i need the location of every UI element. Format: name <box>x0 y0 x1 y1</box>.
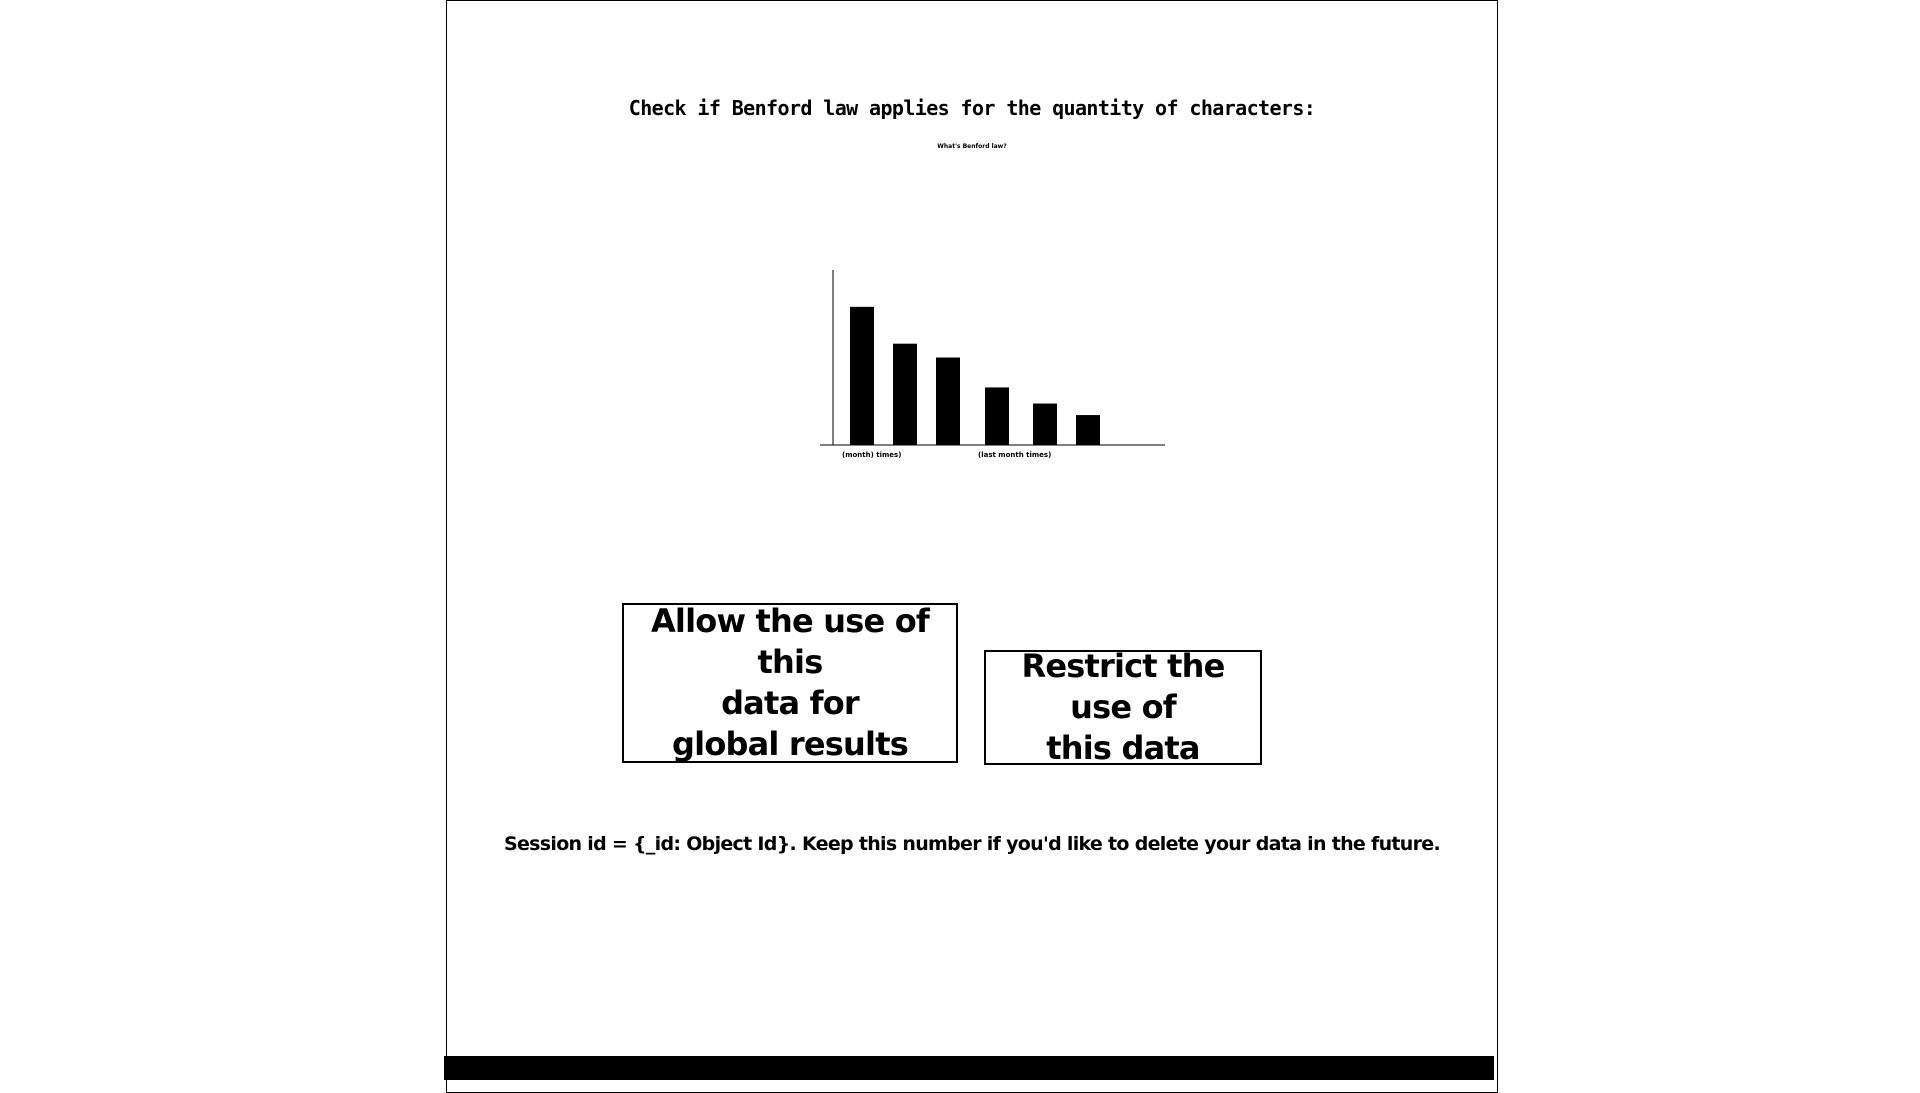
session-id-text: Session id = {_id: Object Id}. Keep this number if you'd like to delete your data in the future. <box>504 833 1440 855</box>
chart-tick-label-0: (month) times) <box>842 451 902 459</box>
benford-info-link[interactable]: What's Benford law? <box>937 143 1007 150</box>
restrict-data-button[interactable]: Restrict the use of this data <box>984 650 1262 765</box>
allow-data-button[interactable]: Allow the use of this data for global results <box>622 603 958 763</box>
bottom-bar <box>444 1056 1494 1080</box>
chart-bar-1 <box>850 307 874 445</box>
chart-bar-3 <box>936 358 960 446</box>
page-title: Check if Benford law applies for the quantity of characters: <box>628 96 1316 120</box>
chart-bar-4 <box>985 387 1009 445</box>
benford-bar-chart <box>820 260 1170 470</box>
chart-bar-2 <box>893 344 917 445</box>
chart-bar-6 <box>1076 415 1100 445</box>
chart-bar-5 <box>1033 404 1057 445</box>
page-frame <box>446 0 1498 1093</box>
chart-tick-label-1: (last month times) <box>978 451 1052 459</box>
